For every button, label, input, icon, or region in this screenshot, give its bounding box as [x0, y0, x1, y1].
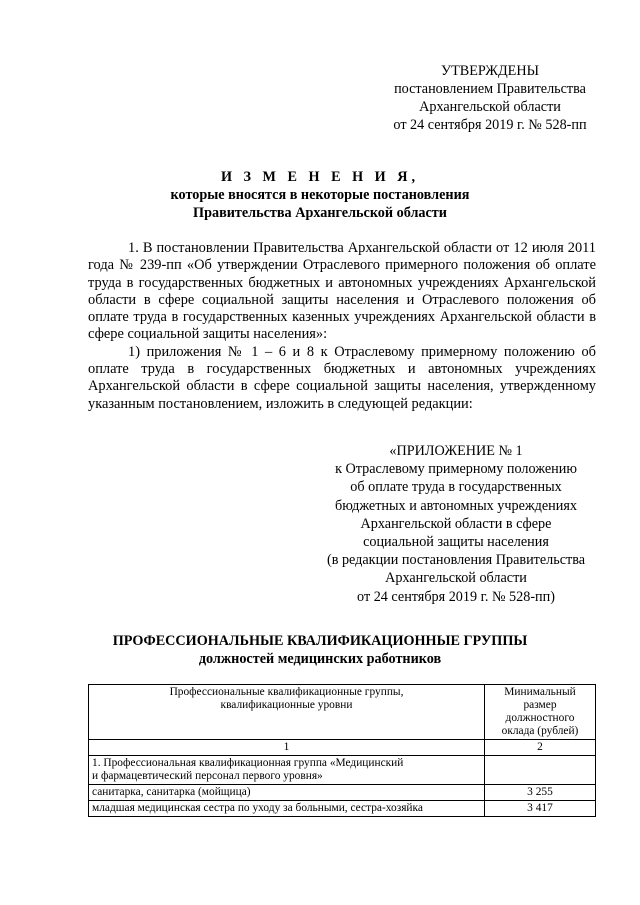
- appendix-line: об оплате труда в государственных: [350, 479, 562, 496]
- appendix-line: «ПРИЛОЖЕНИЕ № 1: [389, 443, 523, 459]
- salary-table: [88, 684, 596, 817]
- appendix-line: к Отраслевому примерному положению: [335, 461, 577, 478]
- table-row: [89, 785, 596, 801]
- header-salary-line: Минимальный: [504, 686, 576, 698]
- position-name: санитарка, санитарка (мойщица): [89, 785, 485, 801]
- salary-value: 3 255: [485, 785, 596, 801]
- body-paragraph-2: 1) приложения № 1 – 6 и 8 к Отраслевому примерному положению об оплате труда в государственных бюджетных и автономных учреждениях Архангельской области в сфере социальной защиты населения, утвержденному указанным постановлением, изложить в следующей редакции:: [88, 343, 596, 412]
- header-salary-line: должностного: [505, 712, 575, 724]
- group-title-line-2: и фармацевтический персонал первого уровня»: [92, 770, 323, 782]
- header-salary-line: оклада (рублей): [501, 725, 579, 737]
- body-paragraph-1: 1. В постановлении Правительства Архангельской области от 12 июля 2011 года № 239-пп «Об утверждении Отраслевого примерного положения об оплате труда в государственных бюджетных и автономных учреждениях Архангельской области в сфере социальной защиты населения и Отраслевого положения об оплате труда в государственных казенных учреждениях Архангельской области в сфере социальной защиты населения»:: [88, 240, 596, 343]
- group-salary-empty: [485, 756, 596, 785]
- header-groups-line-1: Профессиональные квалификационные группы,: [169, 686, 404, 698]
- header-salary: [485, 685, 596, 740]
- document-body: [88, 240, 596, 413]
- heading-line-2: которые вносятся в некоторые постановления: [170, 187, 470, 203]
- appendix-line: Архангельской области в сфере: [360, 515, 552, 532]
- group-title-line-1: 1. Профессиональная квалификационная группа «Медицинский: [92, 757, 404, 769]
- appendix-line: бюджетных и автономных учреждениях: [335, 497, 577, 514]
- appendix-line: социальной защиты населения: [363, 534, 549, 551]
- column-number-2: 2: [485, 740, 596, 756]
- appendix-line: от 24 сентября 2019 г. № 528-пп): [357, 588, 555, 605]
- approval-stamp: [375, 62, 605, 134]
- document-heading: [80, 168, 560, 222]
- approval-line-by: постановлением Правительства: [394, 81, 586, 97]
- section-subtitle: должностей медицинских работников: [198, 651, 442, 667]
- table-row-group: [89, 756, 596, 785]
- table-numbering-row: [89, 740, 596, 756]
- heading-line-3: Правительства Архангельской области: [193, 205, 447, 221]
- section-title: [80, 632, 560, 668]
- approval-line-date: от 24 сентября 2019 г. № 528-пп: [393, 117, 587, 133]
- column-number-1: 1: [89, 740, 485, 756]
- appendix-line: Архангельской области: [385, 570, 527, 587]
- section-title-main: ПРОФЕССИОНАЛЬНЫЕ КВАЛИФИКАЦИОННЫЕ ГРУППЫ: [112, 633, 528, 649]
- approval-line-region: Архангельской области: [419, 99, 561, 115]
- header-salary-line: размер: [523, 699, 557, 711]
- table-header-row: [89, 685, 596, 740]
- table-row: [89, 801, 596, 817]
- header-groups: [89, 685, 485, 740]
- header-groups-line-2: квалификационные уровни: [220, 699, 353, 711]
- appendix-line: (в редакции постановления Правительства: [326, 552, 586, 569]
- salary-value: 3 417: [485, 801, 596, 817]
- group-title: [89, 756, 485, 785]
- heading-title: И З М Е Н Е Н И Я,: [220, 169, 420, 185]
- appendix-header: [300, 442, 612, 606]
- position-name: младшая медицинская сестра по уходу за больными, сестра-хозяйка: [89, 801, 485, 817]
- approval-line-approved: УТВЕРЖДЕНЫ: [441, 63, 539, 79]
